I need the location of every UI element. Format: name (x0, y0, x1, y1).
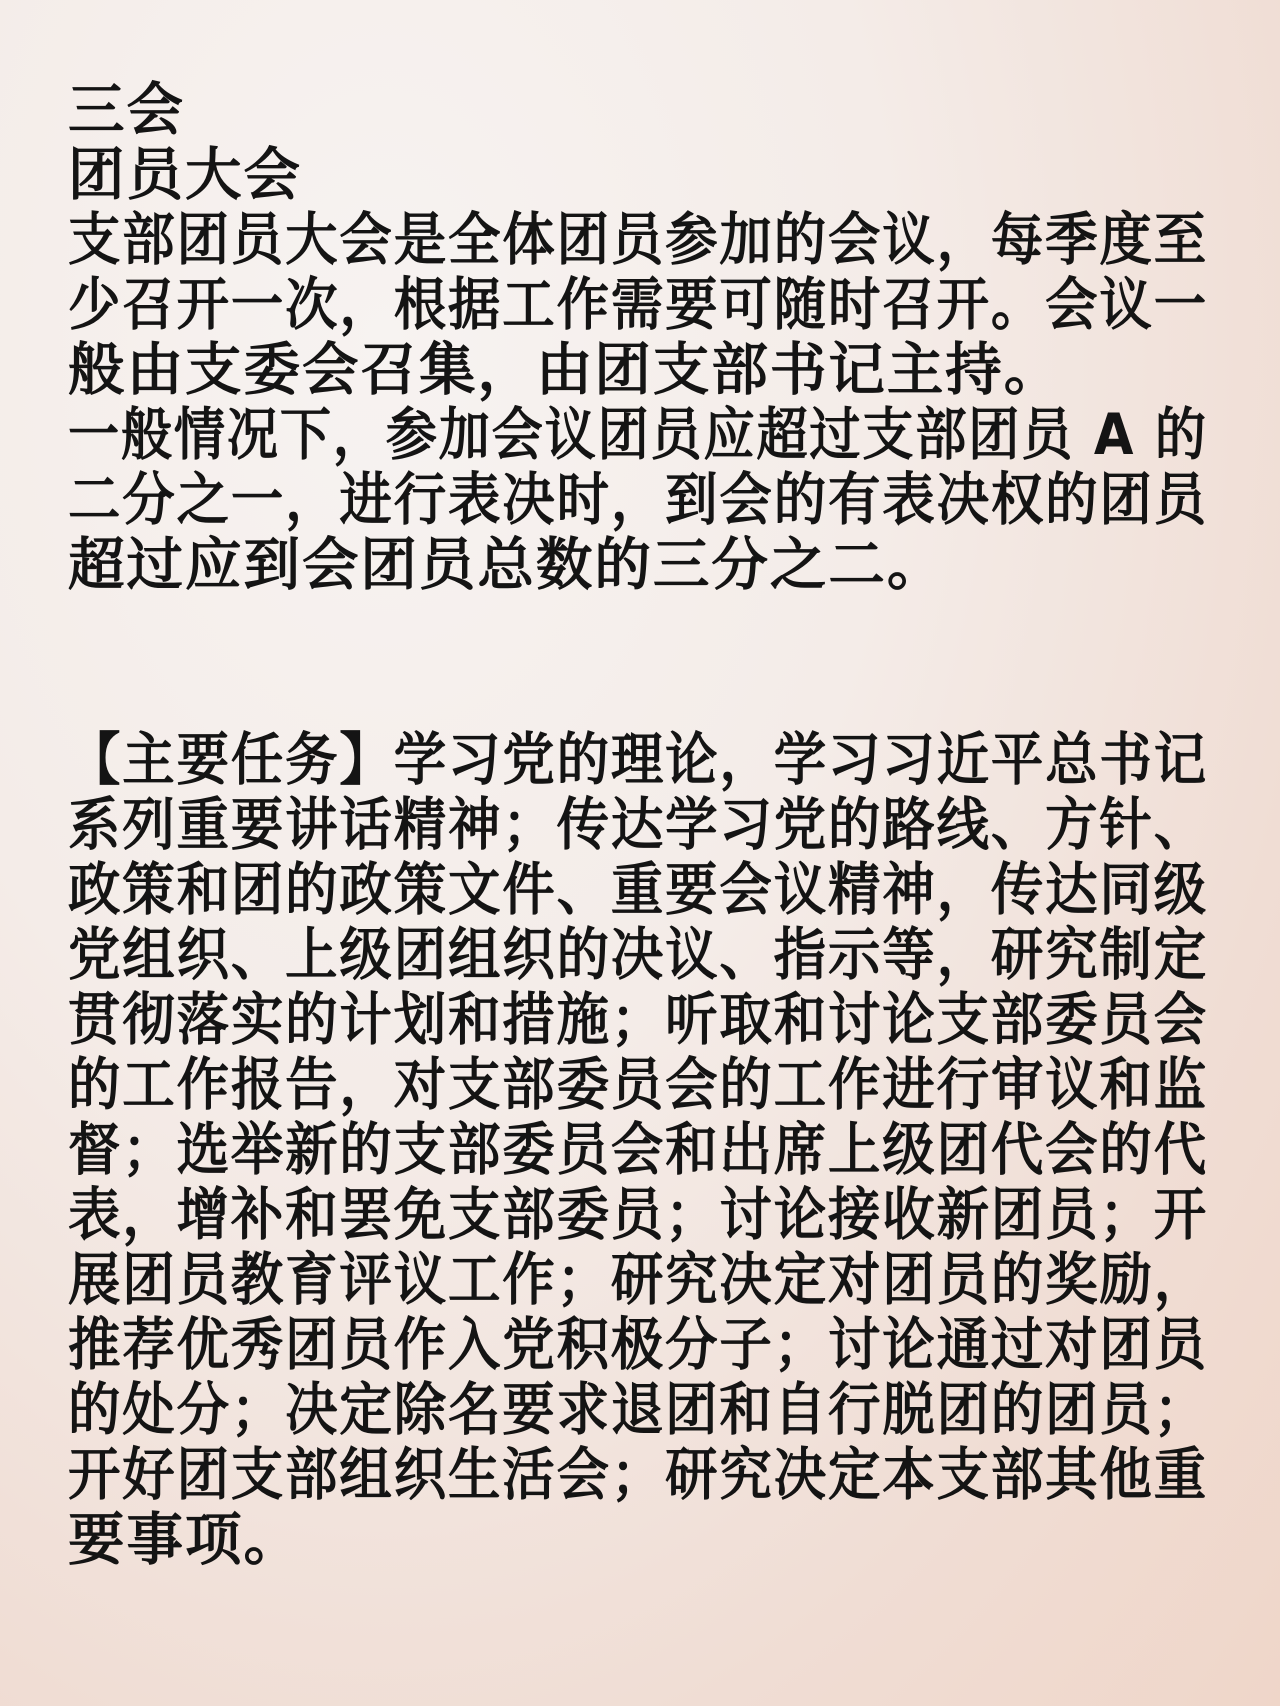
paragraph-line: 开好团支部组织生活会；研究决定本支部其他重 (68, 1442, 1209, 1508)
paragraph-line: 表，增补和罢免支部委员；讨论接收新团员；开 (68, 1182, 1209, 1248)
paragraph-line: 系列重要讲话精神；传达学习党的路线、方针、 (68, 792, 1209, 858)
paragraph-line: 要事项。 (68, 1507, 302, 1573)
document-page (68, 78, 1218, 1573)
paragraph-line: 的工作报告，对支部委员会的工作进行审议和监 (68, 1052, 1209, 1118)
paragraph-line: 的处分；决定除名要求退团和自行脱团的团员； (68, 1377, 1209, 1443)
subsection-title: 团员大会 (68, 142, 302, 208)
paragraph-line: 支部团员大会是全体团员参加的会议，每季度至 (68, 207, 1209, 273)
section-main-tasks (68, 728, 1218, 1573)
paragraph-line: 督；选举新的支部委员会和出席上级团代会的代 (68, 1117, 1209, 1183)
paragraph-line: 展团员教育评议工作；研究决定对团员的奖励， (68, 1247, 1209, 1313)
section-intro (68, 78, 1218, 598)
paragraph-line: 少召开一次，根据工作需要可随时召开。会议一 (68, 272, 1209, 338)
paragraph-line: 政策和团的政策文件、重要会议精神，传达同级 (68, 857, 1209, 923)
paragraph-line: 【主要任务】学习党的理论，学习习近平总书记 (68, 727, 1209, 793)
paragraph-line: 般由支委会召集，由团支部书记主持。 (68, 337, 1063, 403)
paragraph-line: 一般情况下，参加会议团员应超过支部团员 A 的 (68, 402, 1208, 468)
paragraph-line: 党组织、上级团组织的决议、指示等，研究制定 (68, 922, 1209, 988)
paragraph-line: 推荐优秀团员作入党积极分子；讨论通过对团员 (68, 1312, 1209, 1378)
section-title: 三会 (68, 77, 185, 143)
paragraph-line: 超过应到会团员总数的三分之二。 (68, 532, 946, 598)
paragraph-line: 贯彻落实的计划和措施；听取和讨论支部委员会 (68, 987, 1209, 1053)
paragraph-line: 二分之一，进行表决时，到会的有表决权的团员 (68, 467, 1209, 533)
section-gap (68, 598, 1218, 728)
